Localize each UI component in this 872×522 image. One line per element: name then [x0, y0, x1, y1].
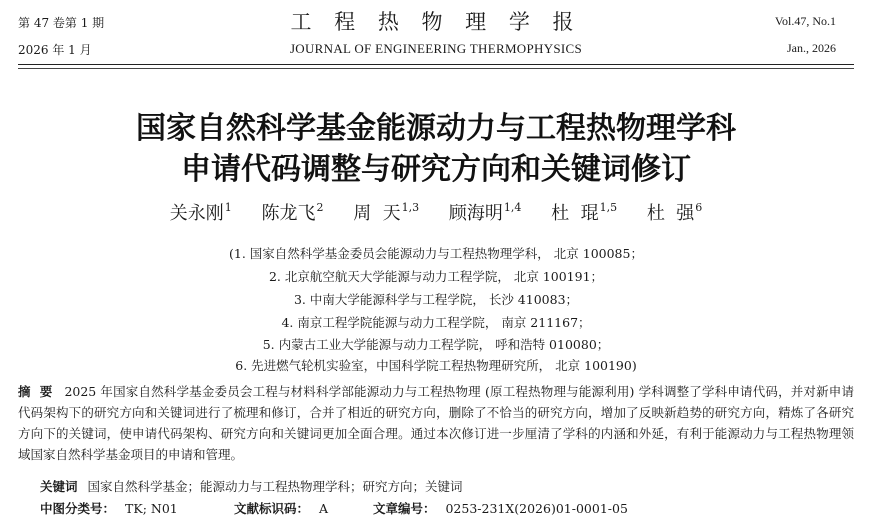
abstract-label: 摘 要 [18, 384, 53, 399]
clc-field [40, 499, 230, 517]
article-title-line1: 国家自然科学基金能源动力与工程热物理学科 [136, 111, 736, 146]
author-affiliation-index: 6 [695, 201, 703, 214]
doc-code-field [234, 499, 369, 517]
doc-code-value: A [319, 501, 329, 516]
author-name: 关永刚 [169, 203, 224, 224]
author-name: 杜 琨 [551, 203, 599, 224]
author [170, 203, 232, 224]
journal-title-cn: 工 程 热 物 理 学 报 [290, 10, 582, 34]
abstract [18, 381, 854, 465]
affiliation: (1. 国家自然科学基金委员会能源动力与工程热物理学科， 北京 100085； [229, 246, 643, 261]
author [551, 203, 617, 224]
affiliation: 4. 南京工程学院能源与动力工程学院， 南京 211167； [281, 315, 591, 330]
clc-value: TK; N01 [125, 501, 178, 516]
article-number-label: 文章编号： [372, 501, 436, 516]
publication-date-cn: 2026 年 1 月 [18, 43, 92, 57]
affiliation: 2. 北京航空航天大学能源与动力工程学院， 北京 100191； [268, 269, 604, 284]
author-name: 杜 强 [646, 203, 695, 224]
author-affiliation-index: 1,4 [503, 201, 522, 214]
doc-code-label: 文献标识码： [233, 501, 309, 516]
abstract-text: 2025 年国家自然科学基金委员会工程与材料科学部能源动力与工程热物理 (原工程热物理与能源利用) 学科调整了学科申请代码，并对新申请代码架构下的研究方向和关键词进行了梳理和修订，合并了相近的研究方向，删除了不恰当的研究方向，增加了反映新趋势的研究方向，精炼了各研究方向下的关键词，使申请代码架构、研究方向和关键词更加全面合理。通过本次修订进一步厘清了学科的内涵和外延，有利于能源动力与工程热物理领域国家自然科学基金项目的申请和管理。 [18, 384, 854, 462]
affiliation: 5. 内蒙古工业大学能源与动力工程学院， 呼和浩特 010080； [262, 337, 610, 352]
keywords-text: 国家自然科学基金；能源动力与工程热物理学科；研究方向；关键词 [87, 479, 463, 494]
clc-label: 中图分类号： [40, 501, 116, 516]
author-affiliation-index: 1,5 [599, 201, 618, 214]
author-affiliation-index: 1 [224, 201, 232, 214]
header-rule-thick [18, 64, 854, 65]
publication-date-en: Jan., 2026 [787, 41, 836, 55]
author-list [0, 199, 872, 225]
author-name: 顾海明 [448, 203, 503, 224]
author-name: 周 天 [353, 203, 401, 224]
author [261, 203, 323, 224]
affiliation: 3. 中南大学能源科学与工程学院， 长沙 410083； [293, 292, 579, 307]
article-number-value: 0253-231X(2026)01-0001-05 [445, 501, 628, 516]
volume-issue: 第 47 卷第 1 期 [18, 16, 105, 30]
keywords [40, 477, 463, 495]
affiliation: 6. 先进燃气轮机实验室，中国科学院工程热物理研究所， 北京 100190) [235, 358, 637, 373]
author-affiliation-index: 1,3 [401, 201, 420, 214]
article-title-line2: 申请代码调整与研究方向和关键词修订 [181, 152, 691, 187]
author-affiliation-index: 2 [316, 201, 324, 214]
keywords-label: 关键词 [40, 479, 78, 494]
author [647, 203, 702, 224]
volume-issue-en: Vol.47, No.1 [774, 14, 836, 28]
header-rule-thin [18, 68, 854, 69]
journal-title-en: JOURNAL OF ENGINEERING THERMOPHYSICS [289, 41, 583, 56]
classification-line [40, 499, 628, 517]
article-number-field [373, 499, 628, 517]
author-name: 陈龙飞 [261, 203, 316, 224]
author [353, 203, 419, 224]
author [449, 203, 522, 224]
